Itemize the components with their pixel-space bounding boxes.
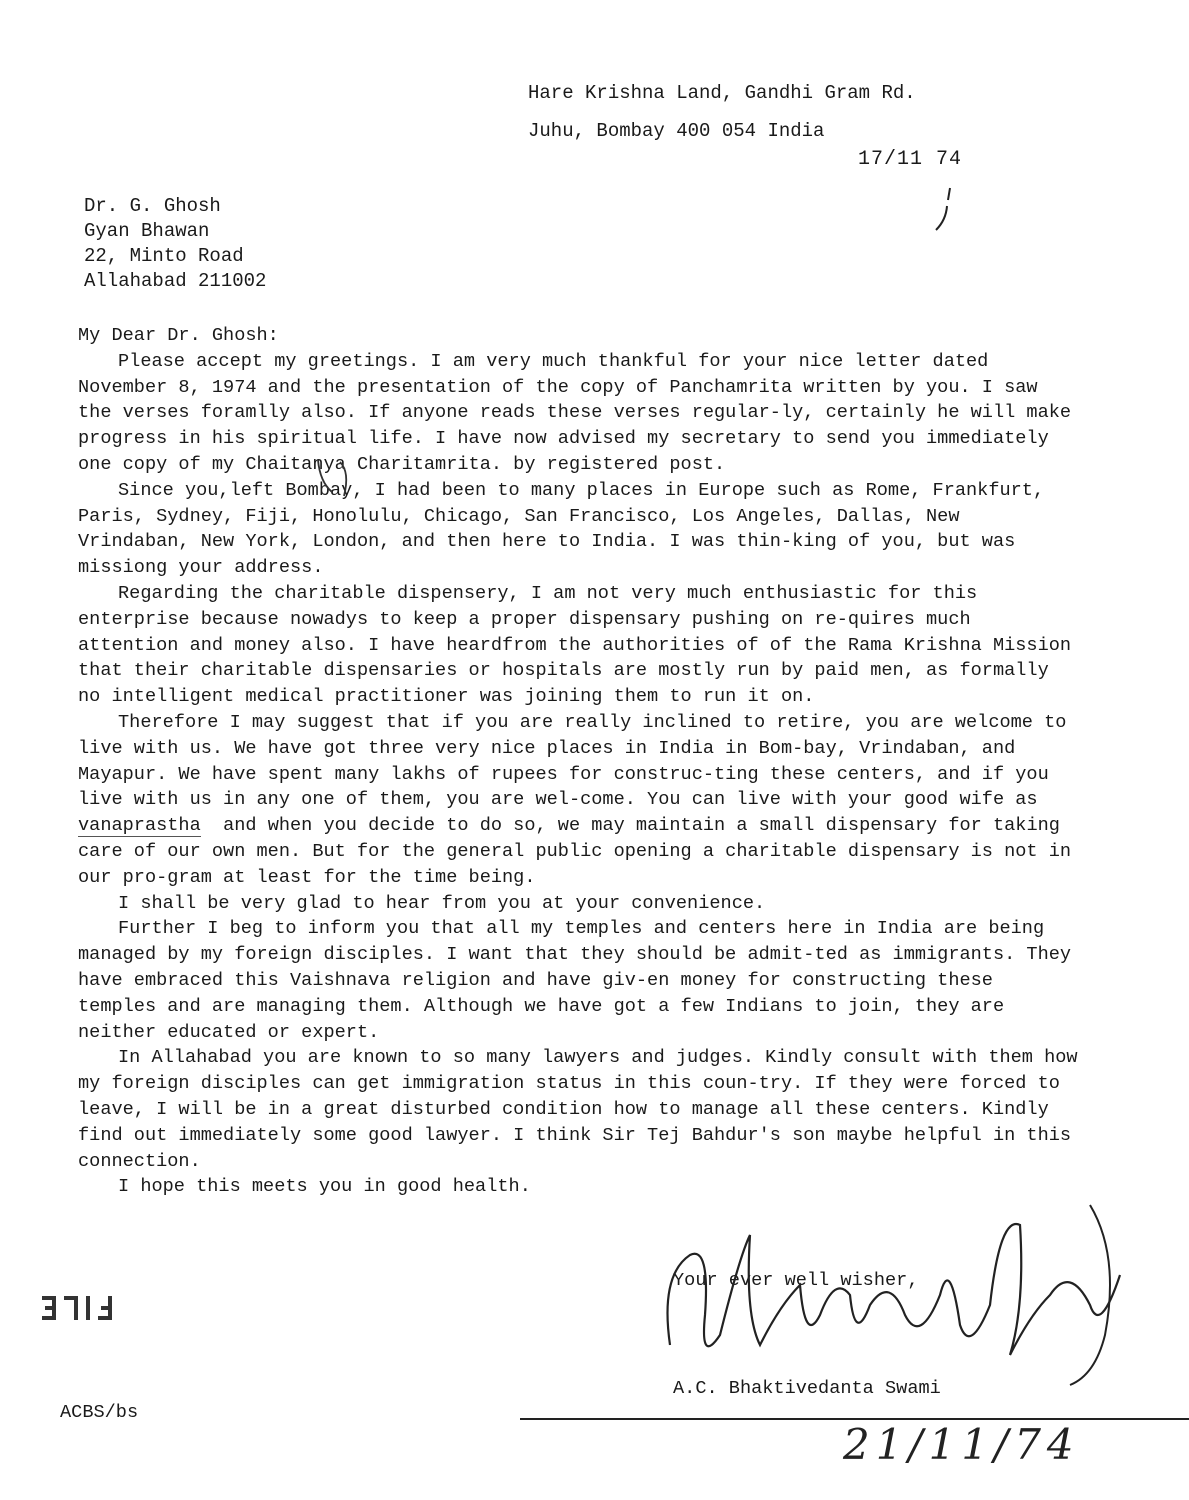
vanaprastha-term: vanaprastha bbox=[78, 815, 201, 837]
handwritten-tick-mark bbox=[928, 186, 958, 236]
paragraph-3: Regarding the charitable dispensery, I am not very much enthusiastic for this enterprise because nowadys to keep a proper dispensary pushing on re-quires much attention and money also. I have heardfrom the authorities of of the Rama Krishna Mission that their charitable dispensaries or hospitals are mostly run by paid men, as formally no intelligent medical practitioner was joining them to run it on. bbox=[78, 582, 1083, 708]
paragraph-8: I hope this meets you in good health. bbox=[118, 1176, 531, 1198]
recipient-line-1: Gyan Bhawan bbox=[84, 220, 210, 242]
sender-line-2: Juhu, Bombay 400 054 India bbox=[528, 120, 825, 142]
sender-line-1: Hare Krishna Land, Gandhi Gram Rd. bbox=[528, 82, 916, 104]
recipient-line-3: Allahabad 211002 bbox=[84, 270, 267, 292]
paragraph-4-start: Therefore I may suggest that if you are really inclined to retire, you are welcome to live with us. We have got three very nice places in India in Bom-bay, Vrindaban, and Mayapur. We have spent many lakhs of rupees for construc-ting these centers, and if you live with us in any one of them, you are wel-come. You can live with your good wife as bbox=[78, 711, 1078, 811]
signatory-name: A.C. Bhaktivedanta Swami bbox=[673, 1378, 941, 1399]
recipient-address bbox=[84, 194, 266, 294]
paragraph-4-end: and when you decide to do so, we may maintain a small dispensary for taking care of our own men. But for the general public opening a charitable dispensary is not in our pro-gram at least for the time being. bbox=[78, 815, 1083, 888]
paragraph-1: Please accept my greetings. I am very much thankful for your nice letter dated November 8, 1974 and the presentation of the copy of Panchamrita written by you. I saw the verses foramlly also. If anyone reads these verses regular-ly, certainly he will make progress in his spiritual life. I have now advised my secretary to send you immediately one copy of my Chaitanya Charitamrita. by registered post. bbox=[78, 350, 1083, 475]
paragraph-6: Further I beg to inform you that all my temples and centers here in India are being managed by my foreign disciples. I want that they should be admit-ted as immigrants. They have embraced this Vaishnava religion and have giv-en money for constructing these temples and are managing them. Although we have got a few Indians to join, they are neither educated or expert. bbox=[78, 918, 1083, 1043]
reference-initials: ACBS/bs bbox=[60, 1402, 139, 1423]
salutation: My Dear Dr. Ghosh: bbox=[78, 325, 279, 346]
letter-body bbox=[78, 323, 1089, 1200]
paragraph-2: Since you,left Bombay, I had been to many places in Europe such as Rome, Frankfurt, Paris, Sydney, Fiji, Honolulu, Chicago, San Francisco, Los Angeles, Dallas, New Vrindaban, New York, London, and then here to India. I was thin-king of you, but was missiong your address. bbox=[78, 479, 1056, 579]
letter-date: 17/11 74 bbox=[858, 148, 963, 171]
handwritten-date: 21/11/74 bbox=[843, 1420, 1080, 1469]
sender-address bbox=[528, 74, 916, 150]
paragraph-5: I shall be very glad to hear from you at your convenience. bbox=[118, 892, 766, 914]
recipient-line-2: 22, Minto Road bbox=[84, 245, 244, 267]
paragraph-7: In Allahabad you are known to so many lawyers and judges. Kindly consult with them how my foreign disciples can get immigration status in this coun-try. If they were forced to leave, I will be in a great disturbed condition how to manage all these centers. Kindly find out immediately some good lawyer. I think Sir Tej Bahdur's son maybe helpful in this connection. bbox=[78, 1047, 1089, 1172]
paragraph-4 bbox=[78, 710, 1083, 891]
recipient-name: Dr. G. Ghosh bbox=[84, 195, 221, 217]
file-stamp bbox=[30, 1288, 120, 1328]
handwritten-signature bbox=[650, 1195, 1130, 1400]
closing: Your ever well wisher, bbox=[673, 1270, 919, 1291]
handwritten-insert-mark bbox=[310, 452, 390, 502]
